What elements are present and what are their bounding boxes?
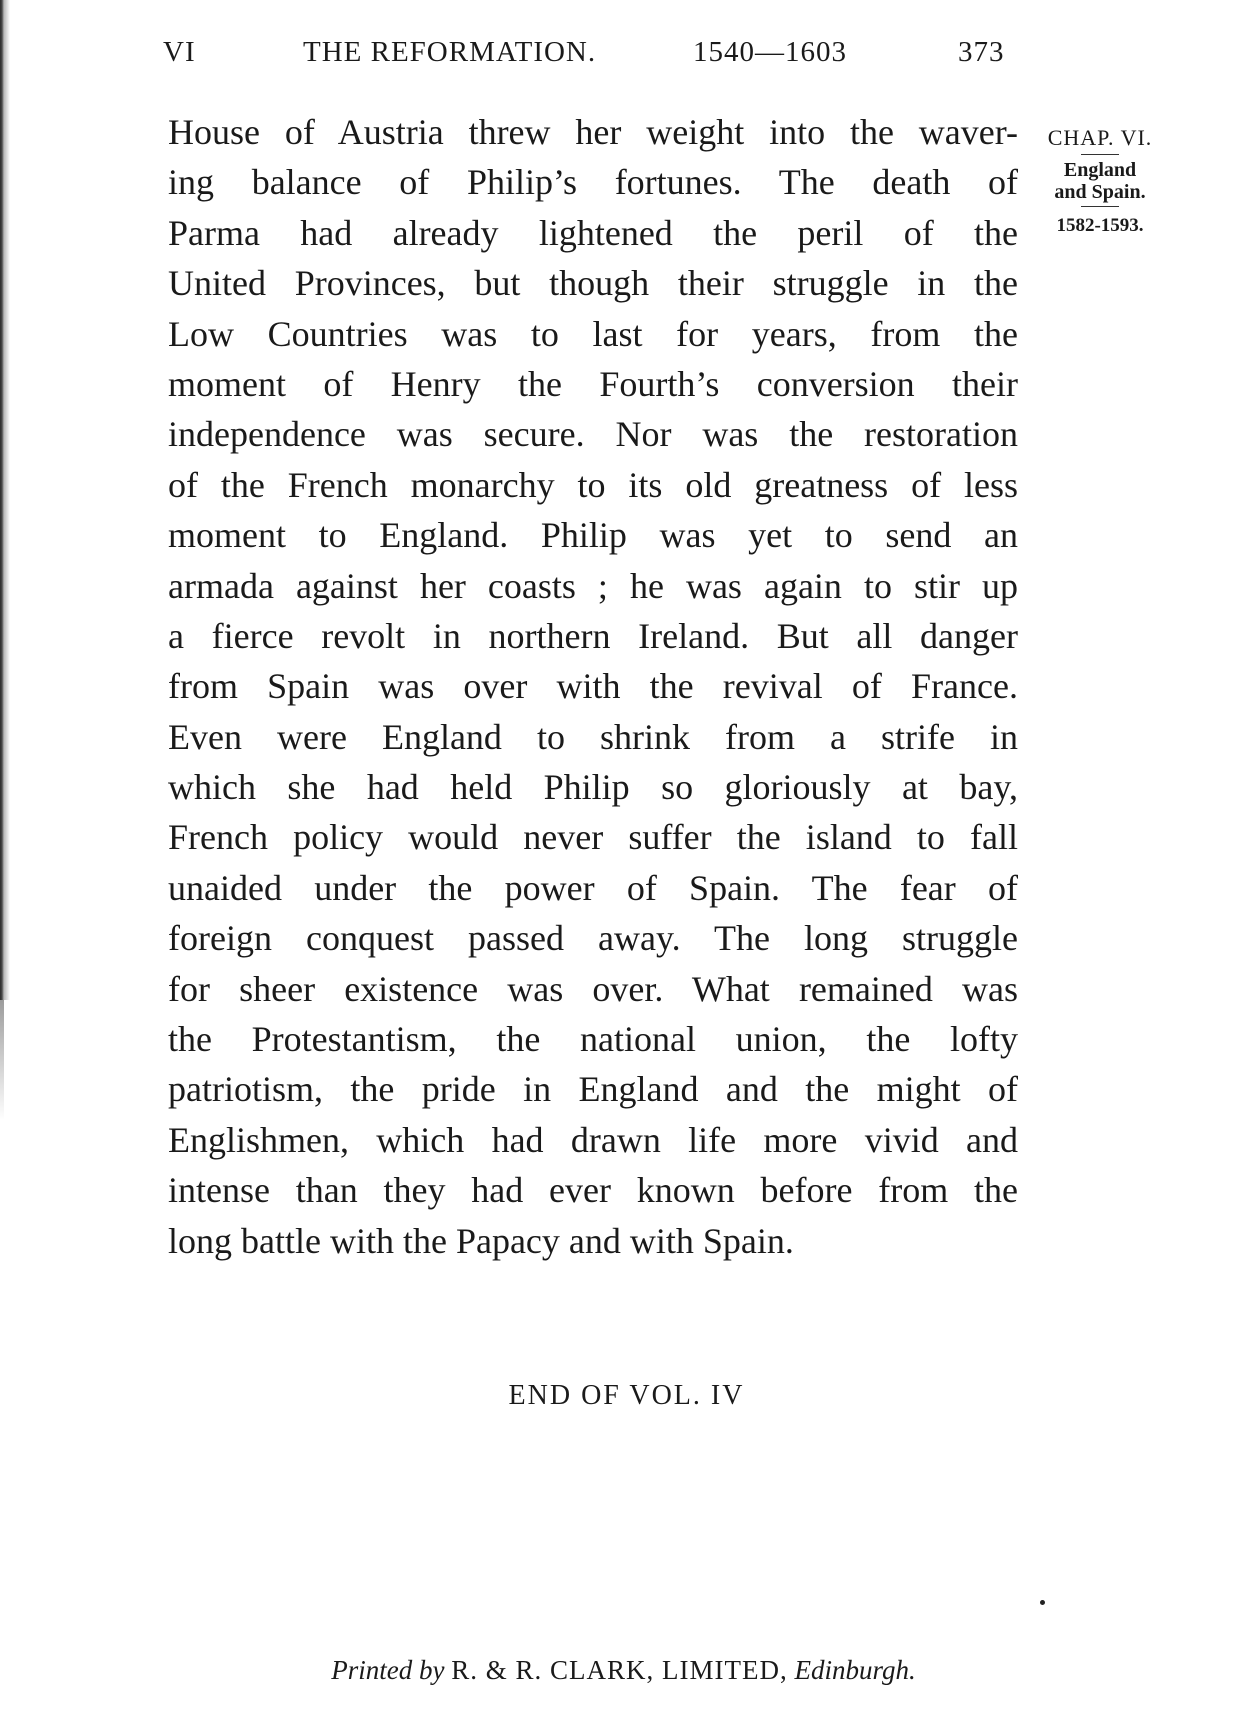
text-line: a fierce revolt in northern Ireland. But all danger [168,615,1018,656]
end-of-volume-note [0,1380,1247,1412]
text-line: the Protestantism, the national union, the lofty [168,1019,1018,1060]
running-head [163,36,1033,76]
text-line: patriotism, the pride in England and the might of [168,1069,1018,1110]
text-line: for sheer existence was over. What remained was [168,968,1018,1009]
text-line: armada against her coasts ; he was again to stir up [168,565,1018,606]
text-line: intense than they had ever known before from the [168,1170,1018,1211]
body-text [168,107,1018,1266]
margin-note-topic-continued: and Spain. [1054,181,1146,203]
text-line: moment of Henry the Fourth’s conversion their [168,363,1018,404]
text-line: which she had held Philip so gloriously at bay, [168,767,1018,808]
running-head-years: 1540—1603 [693,36,847,68]
ink-speck [1040,1600,1045,1605]
text-line: Englishmen, which had drawn life more vivid and [168,1119,1018,1160]
margin-note-chapter: CHAP. VI. [1047,125,1153,150]
text-line-last: long battle with the Papacy and with Spain. [168,1220,794,1261]
text-line: moment to England. Philip was yet to send an [168,515,1018,556]
margin-note-rule [1081,206,1119,207]
imprint-place: Edinburgh. [794,1655,916,1685]
text-line: unaided under the power of Spain. The fear of [168,867,1018,908]
running-head-chapter: VI [163,36,196,68]
margin-note-topic: England [1063,159,1137,181]
margin-note [1030,124,1170,239]
margin-note-rule [1081,154,1119,155]
imprint-printed-by: Printed by [331,1655,445,1685]
text-line: Parma had already lightened the peril of the [168,212,1018,253]
text-line: French policy would never suffer the island to fall [168,817,1018,858]
page-number: 373 [958,36,1005,68]
end-of-volume-text: END OF VOL. IV [508,1380,745,1411]
margin-note-dates: 1582-1593. [1056,215,1144,236]
text-line: United Provinces, but though their struggle in the [168,263,1018,304]
text-line: Even were England to shrink from a strife in [168,716,1018,757]
text-line: from Spain was over with the revival of France. [168,666,1018,707]
scan-binding-edge [0,0,10,1000]
scan-binding-edge-fade [0,1000,4,1120]
printer-imprint [0,1655,1247,1686]
text-line: House of Austria threw her weight into the waver- [168,112,1018,152]
text-line: of the French monarchy to its old greatness of less [168,464,1018,505]
text-line: Low Countries was to last for years, from the [168,313,1018,354]
text-line: ing balance of Philip’s fortunes. The death of [168,162,1018,203]
text-line: independence was secure. Nor was the restoration [168,414,1018,455]
imprint-printer: R. & R. CLARK, LIMITED, [451,1655,788,1685]
running-head-title: THE REFORMATION. [303,36,597,68]
text-line: foreign conquest passed away. The long struggle [168,918,1018,959]
